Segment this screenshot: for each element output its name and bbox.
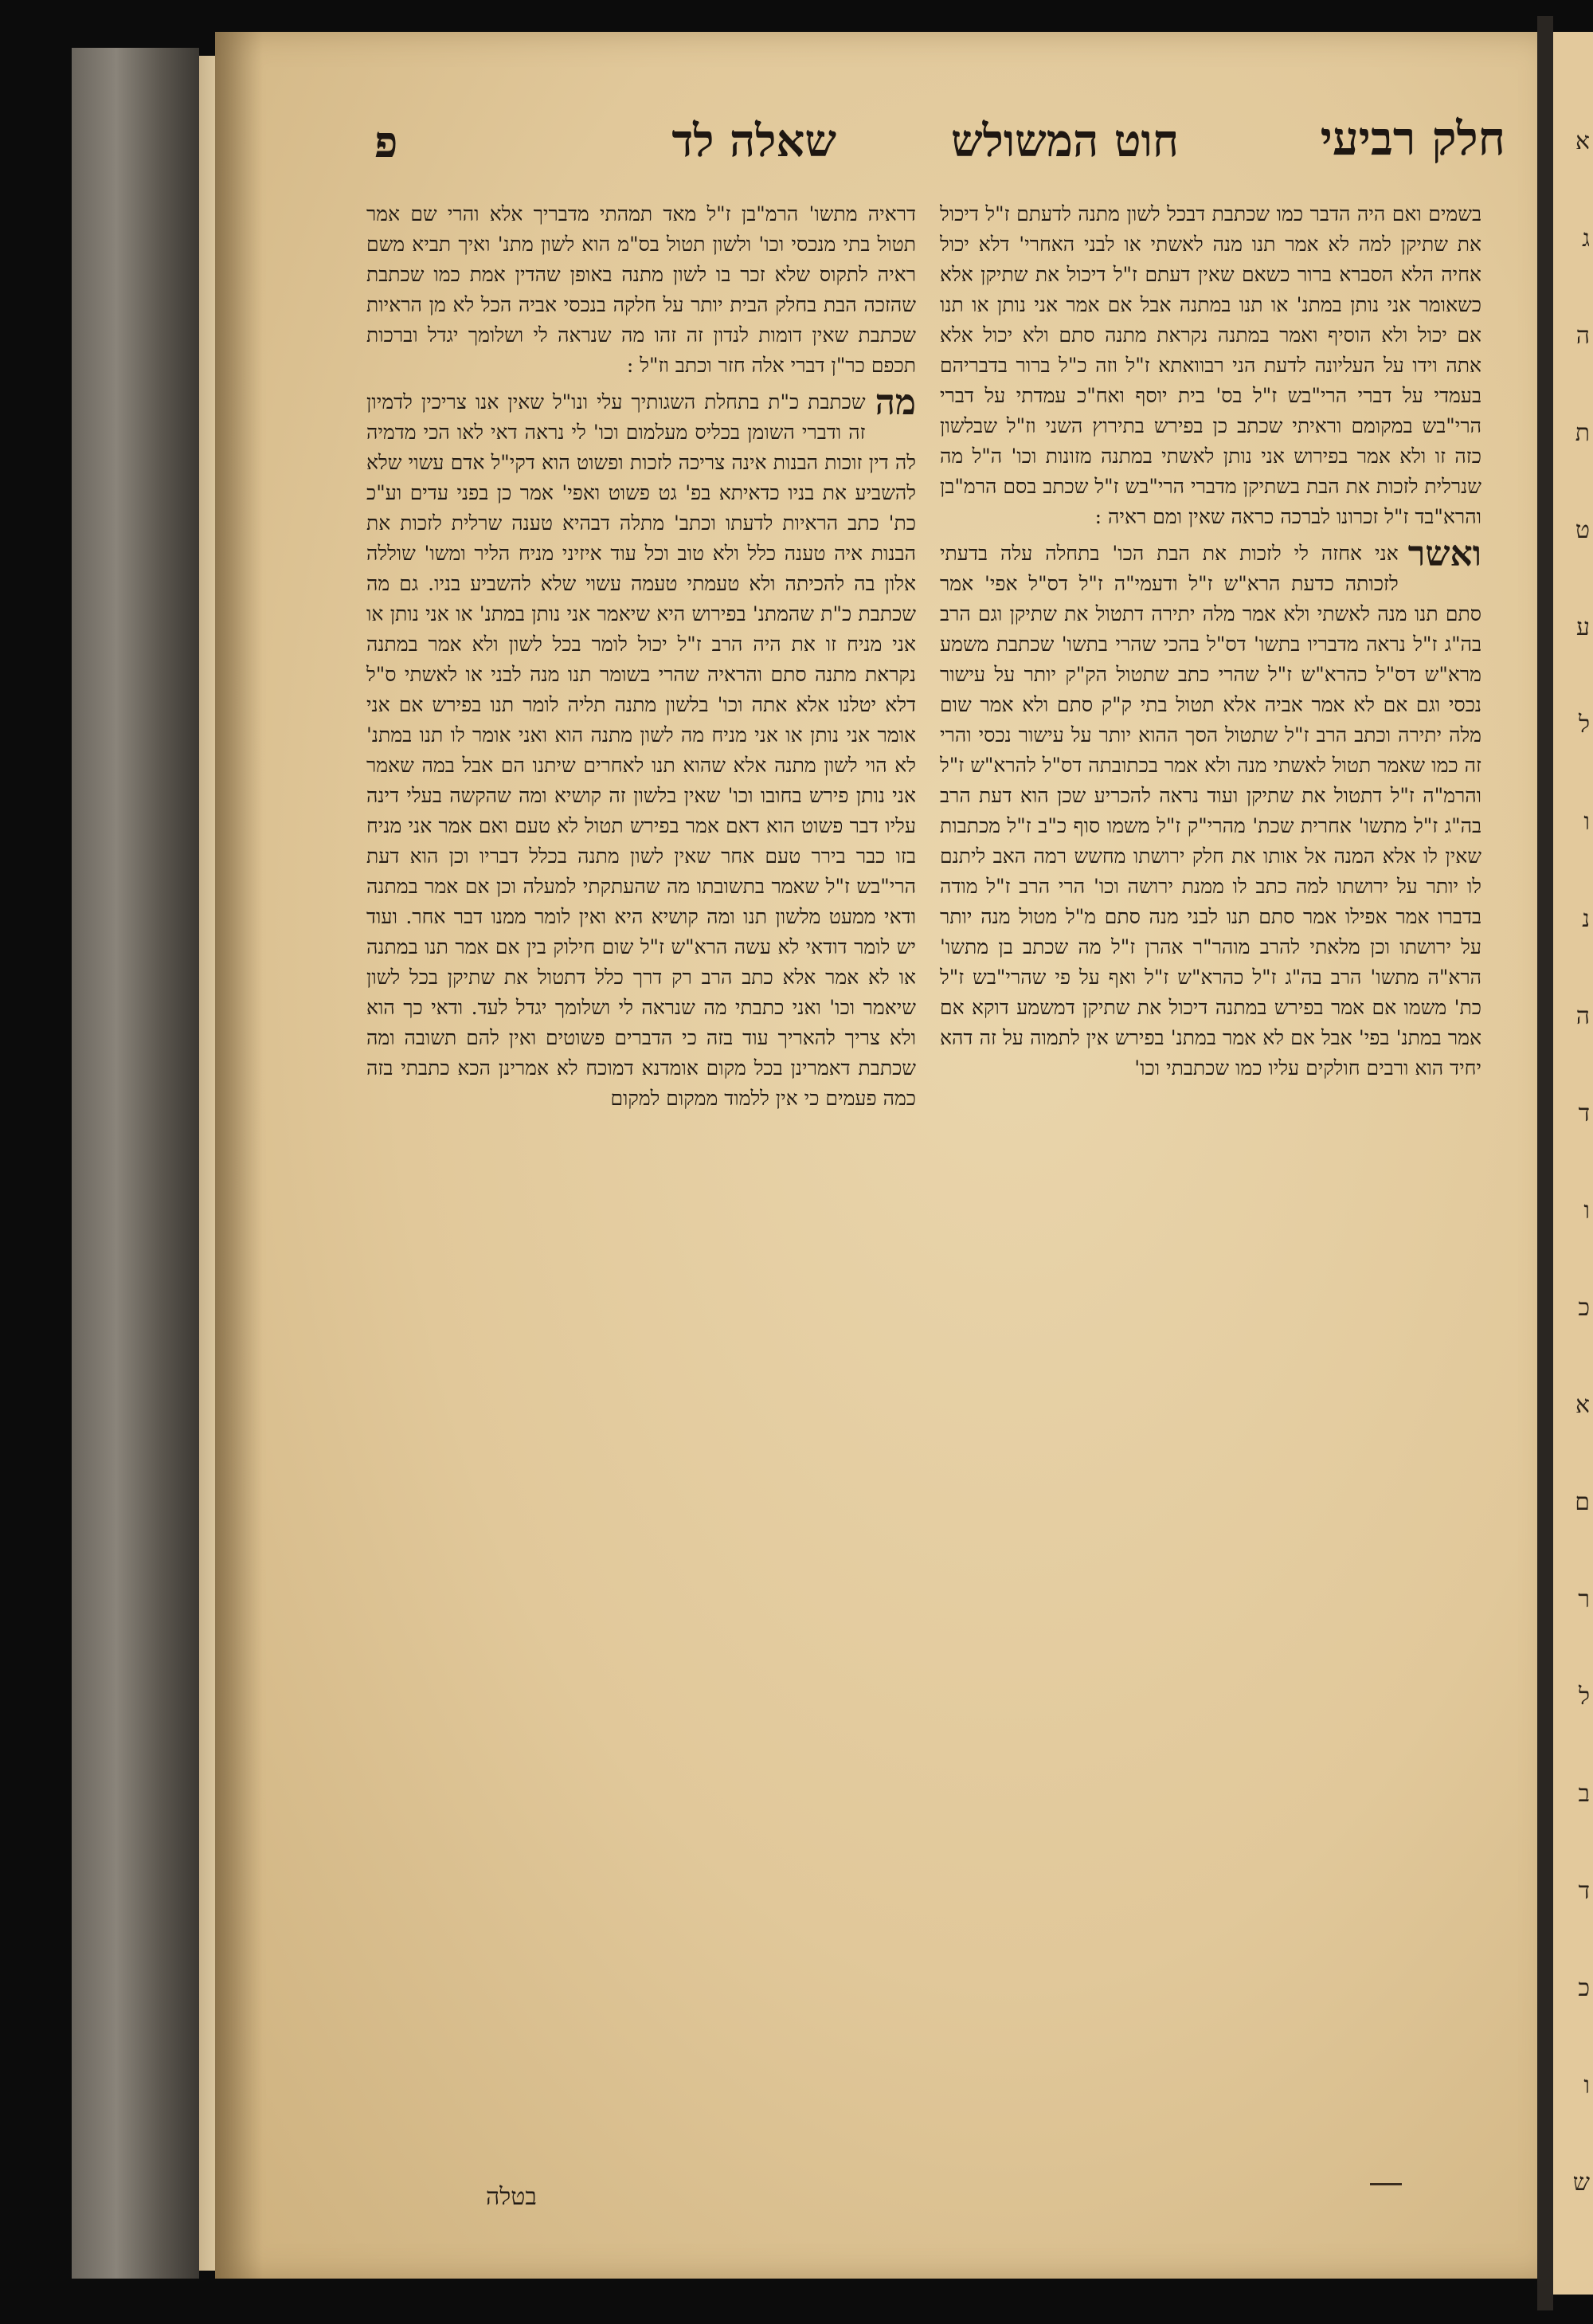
- facing-page-fragment: ם: [1575, 1488, 1590, 1516]
- book-binding: [72, 48, 199, 2279]
- facing-page-fragment: ל: [1578, 1683, 1590, 1711]
- facing-page-fragment: ט: [1575, 516, 1590, 544]
- text-column-right: [940, 199, 1481, 2239]
- facing-page-fragment: ה: [1575, 322, 1590, 350]
- facing-page-fragment: ת: [1575, 419, 1590, 447]
- running-header: [374, 112, 1505, 191]
- facing-page: [1553, 32, 1593, 2295]
- left-paragraph-1: דראיה מתשו' הרמ"בן ז"ל מאד תמהתי מדבריך אלא והרי שם אמר תטול בתי מנכסי וכו' ולשון תטול בס"מ הוא לשון מתנ' ואיך תביא משם ראיה לתקוס שלא זכר בו לשון מתנה באופן שהדין אמת כמו שכתבת שהזכה הבת בחלק הבית יותר על חלקה בנכסי אביה הכל לא מן הראיות שכתבת שאין דומות לנדון זה זהו מה שנראה לי ושלומך יגדל וברכות תכפם כר"ן דברי אלה חזר וכתב וז"ל :: [366, 202, 916, 377]
- book-gutter: [1537, 16, 1553, 2310]
- folio-number: פ: [374, 116, 398, 167]
- right-paragraph-1: בשמים ואם היה הדבר כמו שכתבת דבכל לשון מתנה לדעתם ז"ל דיכול את שתיקן למה לא אמר תנו מנה לאשתי או לבני האחרי' דלא יכול אחיה הלא הסברא ברור כשאם שאין דעתם ז"ל דיכול את שתיקן אלא כשאומר אני נותן במתנ' או תנו במתנה אבל אם אמר אני נותן או תנו אם יכול ולא הוסיף ואמר במתנה נקראת מתנה סתם ולא יכול אלא אתה וידו על העליונה לדעת הני רבוואתא ז"ל וזה כ"ל ברור בדבריהם בעמדי על דברי הרי"בש ז"ל בס' בית יוסף ואח"כ עמדתי על דברי הרי"בש במקומם וראיתי שכתב כן בפירש בתירוץ השני וז"ל שבלשון כזה זו ולא אמר בפירוש אני נותן לאשתי במתנה מזונות וכו' ה"ל מה שנרלית לזכות את הבת בשתיקן מדברי הרי"בש ז"ל שכתב בסם הרמ"בן והרא"בד ז"ל זכרונו לברכה כראה שאין ומם ראיה :: [940, 202, 1481, 528]
- facing-page-fragment: ד: [1578, 1877, 1590, 1905]
- facing-page-fragment: ר: [1578, 1585, 1590, 1613]
- facing-page-fragment: א: [1575, 1391, 1590, 1419]
- right-section: [940, 534, 1481, 1084]
- page-fold-shadow: [215, 32, 263, 2279]
- facing-page-fragment: ב: [1578, 1780, 1590, 1808]
- left-section: [366, 382, 916, 1114]
- right-section-body: אני אחזה לי לזכות את הבת הכו' בתחלה עלה בדעתי לזכותה כדעת הרא"ש ז"ל ודעמי"ה ז"ל דס"ל אפי' אמר סתם תנו מנה לאשתי ולא אמר מלה יתירה דתטול את שתיקן וגם הרב בה"ג ז"ל נראה מדבריו בתשו' דס"ל בהכי שהרי בתשו' שכתבת משמע מרא"ש דס"ל כהרא"ש ז"ל שהרי כתב שתטול הק"ק יותר על עישור נכסי וגם אם לא אמר אביה אלא תטול בתי ק"ק סתם ולא אמר שום מלה יתירה וכתב הרב ז"ל שתטול הסך ההוא יותר על עישור נכסי והרי זה כמו שאמר תטול לאשתי מנה ולא אמר בכתובתה דס"ל להרא"ש ז"ל והרמ"ה ז"ל דתטול את שתיקן ועוד נראה להכריע שכן הוא דעת הרב בה"ג ז"ל מתשו' אחרית שכת' מהרי"ק ז"ל משמו סוף כ"ב ז"ל מכתבות שאין לו אלא המנה אל אותו את חלק ירושתו מחשש רמה האב ליתנם לו יותר על ירושתו למה כתב לו ממנת ירושה וכו' הרי הרב ז"ל מודה בדברו אמר אפילו אמר סתם תנו לבני מנה סתם מ"ל מטול מנה יותר על ירושתו וכן מלאתי להרב מוהר"ר אהרן ז"ל מה שכתב בן מתשו' הרא"ה מתשו' הרב בה"ג ז"ל כהרא"ש ז"ל ואף על פי שהרי"בש ז"ל כת' משמו אם אמר בפירש במתנה דיכול את שתיקן דמשמע דוקא אם אמר במתנ' בפי' אבל אם לא אמר במתנ' בפירש אין לתמוה על זה דהא יחיד הוא ורבים חולקים עליו כמו שכתבתי וכו': [940, 542, 1481, 1080]
- facing-page-fragment: ו: [1583, 2071, 1590, 2099]
- text-column-left: [366, 199, 916, 2167]
- facing-page-fragment: ע: [1576, 613, 1590, 641]
- facing-page-fragment: ל: [1578, 711, 1590, 739]
- header-question: שאלה לד: [671, 115, 836, 167]
- facing-page-fragment: ש: [1572, 2169, 1590, 2197]
- section-heading-word: ואשר: [1407, 534, 1481, 574]
- column-end-rule: [1370, 2183, 1402, 2185]
- facing-page-fragment: א: [1575, 127, 1590, 155]
- catchword: בטלה: [486, 2183, 537, 2211]
- facing-page-fragment: ד: [1578, 1099, 1590, 1127]
- facing-page-fragment: כ: [1578, 1974, 1590, 2002]
- facing-page-fragment: ו: [1583, 808, 1590, 836]
- facing-page-fragment: כ: [1578, 1294, 1590, 1322]
- facing-page-fragment: נ: [1582, 905, 1590, 933]
- facing-page-fragment: ג: [1582, 225, 1590, 253]
- header-part: חלק רביעי: [1320, 112, 1505, 166]
- left-section-body: שכתבת כ"ת בתחלת השגותיך עלי ונו"ל שאין אנו צריכין לדמיון זה ודברי השומן בכליס מעלמום וכו' לי נראה דאי לאו הכי מדמיה לה דין זוכות הבנות אינה צריכה לזכות ופשוט הוא דקי"ל אדם עשוי שלא להשביע את בניו כדאיתא בפ' גט פשוט ואפי' אמר כן בפני עדים וע"כ כת' כתב הראיות לדעתו וכתב' מתלה דבהיא טענה שרלית לזכות את הבנות איה טענה כלל ולא טוב וכל עוד איזיני מניח הליר ומשו' שוללה אלון בה להכיתה ולא טעמתי טעמה עשוי שלא להשביע בניו. גם מה שכתבת כ"ת שהמתנ' בפירוש היא שיאמר אני נותן במתנ' או אני נותן או אני מניח זו את היה הרב ז"ל יכול לומר בכל לשון ולא אמר במתנה נקראת מתנה סתם והראיה שהרי בשומר תנו מנה לבני או לאשתי ס"ל דלא יטלנו אלא אתה וכו' בלשון מתנה תליה לומר תנו בפירש אם אני אומר אני נותן או אני מניח מה לשון מתנה הוא ואני אומר לו תנו במתנ' לא הוי לשון מתנה אלא שהוא תנו לאחרים שיתנו הם אבל במה שאמר אני נותן פירש בחובו וכו' שאין בלשון זה קושיא ומה שהקשה בעלי דינה עליו דבר פשוט הוא דאם אמר בפירש תטול לא טעם ואם אמר אני מניח בזו כבר בירר טעם אחר שאין לשון מתנה בכלל דבריו וכן הוא דעת הרי"בש ז"ל שאמר בתשובתו מה שהעתקתי למעלה וכן אם אמר במתנה ודאי ממעט מלשון תנו ומה קושיא היא ואין לומר ממנו דבר אחר. ועוד יש לומר דודאי לא עשה הרא"ש ז"ל שום חילוק בין אם אמר תנו במתנה או לא אמר אלא כתב הרב רק דרך כלל דתטול את שתיקן בכל לשון שיאמר וכו' ואני כתבתי מה שנראה לי ושלומך יגדל לעד.: [366, 390, 916, 1019]
- left-section-end: ודאי כך הוא ולא צריך להאריך עוד בזה כי הדברים פשוטים ואין להם תשובה ומה שכתבת דאמרינן בכל מקום אומדנא דמוכח לא אמרינן הכא כתבתי בזה כמה פעמים כי אין ללמוד ממקום למקום: [366, 996, 916, 1110]
- section-heading-word: מה: [875, 382, 916, 423]
- facing-page-fragment: ו: [1583, 1197, 1590, 1225]
- facing-page-fragment: ה: [1575, 1002, 1590, 1030]
- header-title: חוט המשולש: [950, 115, 1179, 167]
